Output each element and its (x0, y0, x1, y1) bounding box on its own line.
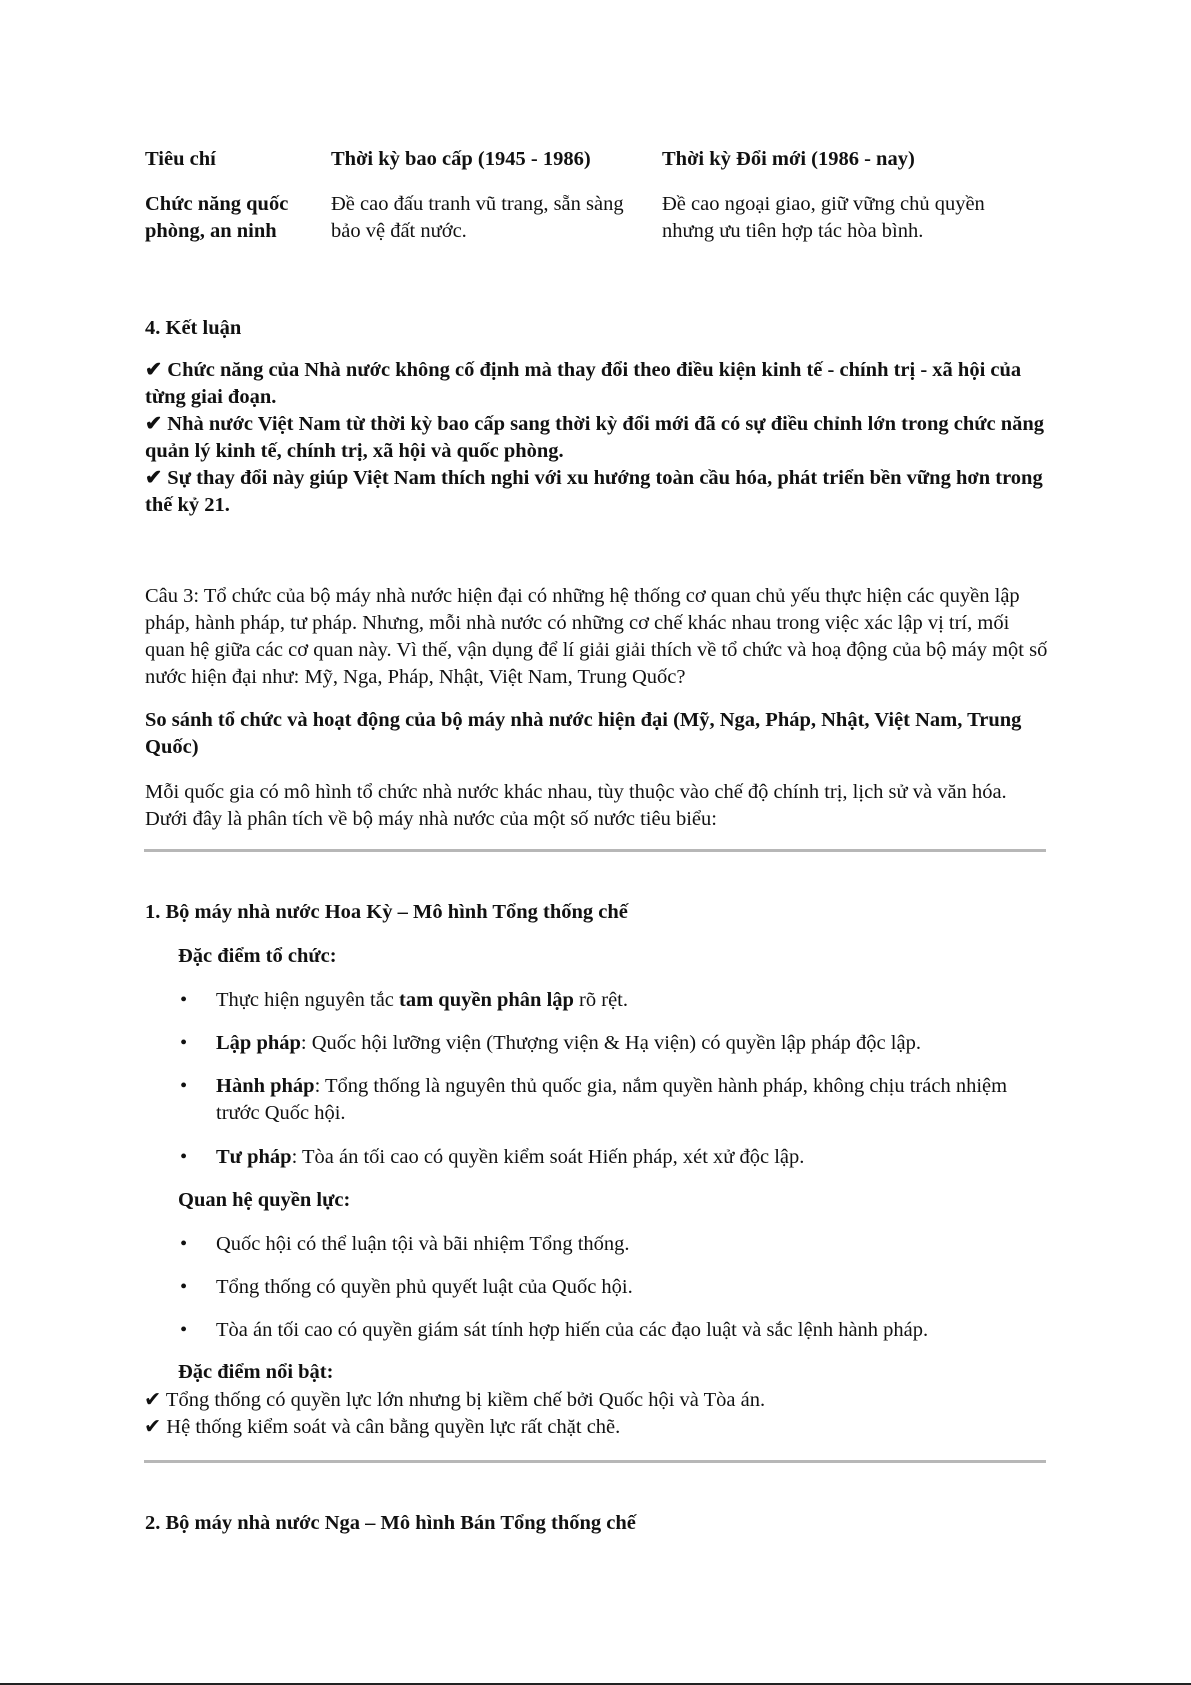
item-text: : Tổng thống là nguyên thủ quốc gia, nắm quyền hành pháp, không chịu trách nhiệm trước Quốc hội. (216, 1075, 1008, 1124)
bullet-icon: • (180, 1146, 188, 1168)
conclusion-heading: 4. Kết luận (145, 317, 242, 339)
divider (144, 849, 1046, 852)
item-text: : Tòa án tối cao có quyền kiểm soát Hiến pháp, xét xử độc lập. (291, 1146, 805, 1168)
table-header-renovation: Thời kỳ Đổi mới (1986 - nay) (662, 148, 915, 170)
conclusion-point: ✔ Chức năng của Nhà nước không cố định mà thay đổi theo điều kiện kinh tế - chính trị - xã hội của từng giai đoạn. (145, 359, 1022, 408)
conclusion-points (145, 357, 1050, 519)
bullet-icon: • (180, 1276, 188, 1298)
bullet-icon: • (180, 1032, 188, 1054)
table-cell-subsidy: Đề cao đấu tranh vũ trang, sẵn sàng bảo vệ đất nước. (331, 193, 624, 242)
item-bold: Hành pháp (216, 1075, 315, 1097)
item-bold: Lập pháp (216, 1032, 301, 1054)
usa-feature-list (144, 1387, 1049, 1441)
feature-item: ✔ Hệ thống kiểm soát và cân bằng quyền lực rất chặt chẽ. (144, 1416, 621, 1438)
divider (144, 1460, 1046, 1463)
conclusion-point: ✔ Sự thay đổi này giúp Việt Nam thích nghi với xu hướng toàn cầu hóa, phát triển bền vững hơn trong thế kỷ 21. (145, 467, 1043, 516)
item-text: Quốc hội có thể luận tội và bãi nhiệm Tổng thống. (216, 1233, 630, 1255)
usa-heading: 1. Bộ máy nhà nước Hoa Kỳ – Mô hình Tổng thống chế (145, 901, 628, 923)
russia-heading: 2. Bộ máy nhà nước Nga – Mô hình Bán Tổng thống chế (145, 1512, 636, 1534)
table-cell-renovation: Đề cao ngoại giao, giữ vững chủ quyền nhưng ưu tiên hợp tác hòa bình. (662, 193, 985, 242)
compare-title: So sánh tổ chức và hoạt động của bộ máy nhà nước hiện đại (Mỹ, Nga, Pháp, Nhật, Việt Nam, Trung Quốc) (145, 709, 1022, 758)
item-text: Tổng thống có quyền phủ quyết luật của Quốc hội. (216, 1276, 633, 1298)
item-text: Thực hiện nguyên tắc (216, 989, 400, 1011)
item-text: : Quốc hội lưỡng viện (Thượng viện & Hạ viện) có quyền lập pháp độc lập. (300, 1032, 921, 1054)
usa-org-label: Đặc điểm tổ chức: (178, 945, 337, 967)
table-header-subsidy: Thời kỳ bao cấp (1945 - 1986) (331, 148, 591, 170)
bullet-icon: • (180, 989, 188, 1011)
bullet-icon: • (180, 1319, 188, 1341)
bullet-icon: • (180, 1233, 188, 1255)
feature-item: ✔ Tổng thống có quyền lực lớn nhưng bị kiềm chế bởi Quốc hội và Tòa án. (144, 1389, 766, 1411)
table-header-criterion: Tiêu chí (145, 148, 216, 170)
item-text: rõ rệt. (573, 989, 628, 1011)
table-cell-criterion: Chức năng quốc phòng, an ninh (145, 193, 289, 242)
bullet-icon: • (180, 1075, 188, 1097)
usa-feature-label: Đặc điểm nổi bật: (178, 1361, 334, 1383)
usa-relation-label: Quan hệ quyền lực: (178, 1189, 351, 1211)
item-bold: Tư pháp (216, 1146, 292, 1168)
conclusion-point: ✔ Nhà nước Việt Nam từ thời kỳ bao cấp sang thời kỳ đổi mới đã có sự điều chỉnh lớn trong chức năng quản lý kinh tế, chính trị, xã hội và quốc phòng. (145, 413, 1045, 462)
question-3-text: Câu 3: Tổ chức của bộ máy nhà nước hiện đại có những hệ thống cơ quan chủ yếu thực hiện các quyền lập pháp, hành pháp, tư pháp. Nhưng, mỗi nhà nước có những cơ chế khác nhau trong việc xác lập vị trí, mối quan hệ giữa các cơ quan này. Vì thế, vận dụng để lí giải giải thích về tổ chức và hoạ động của bộ máy một số nước hiện đại như: Mỹ, Nga, Pháp, Nhật, Việt Nam, Trung Quốc? (145, 585, 1048, 688)
item-text: Tòa án tối cao có quyền giám sát tính hợp hiến của các đạo luật và sắc lệnh hành pháp. (216, 1319, 929, 1341)
item-bold: tam quyền phân lập (399, 989, 574, 1011)
compare-intro: Mỗi quốc gia có mô hình tổ chức nhà nước khác nhau, tùy thuộc vào chế độ chính trị, lịch sử và văn hóa. Dưới đây là phân tích về bộ máy nhà nước của một số nước tiêu biểu: (145, 781, 1007, 830)
